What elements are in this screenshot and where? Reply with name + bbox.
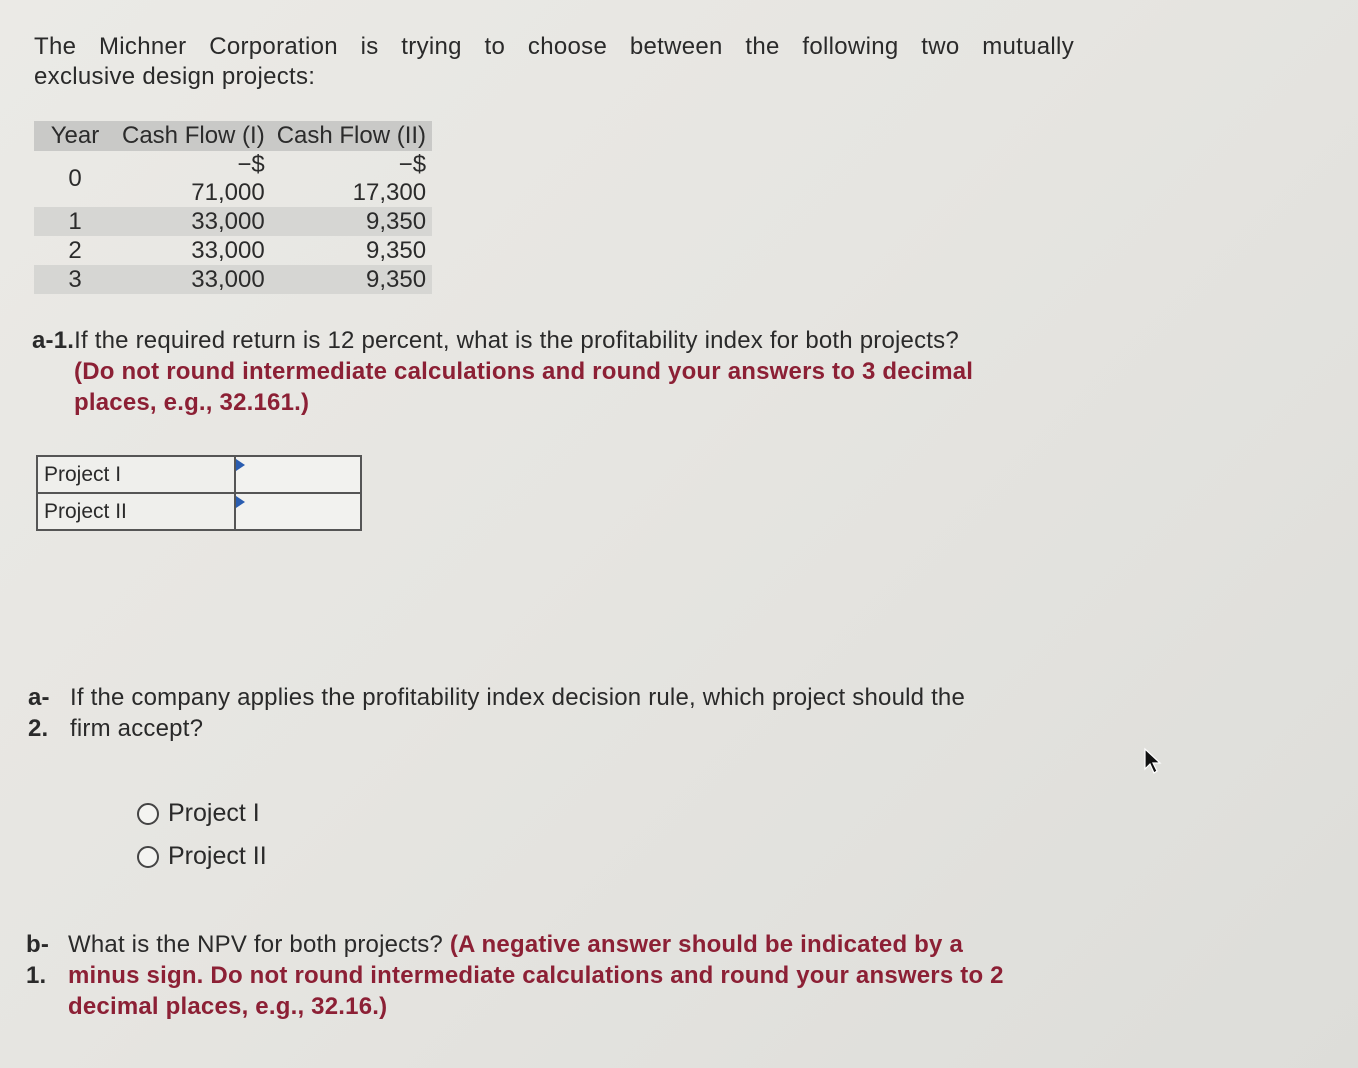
question-a2-label-1: a- [28, 684, 50, 711]
answer-row-project-1 [37, 456, 361, 493]
cash-flow-header-row [34, 121, 432, 151]
answer-label-project-1: Project I [37, 456, 235, 493]
radio-label-project-2: Project II [168, 842, 267, 870]
question-a2-text-2: firm accept? [70, 715, 204, 742]
question-b1-label-1: b- [26, 931, 50, 958]
question-a1-label: a-1. [32, 327, 75, 354]
input-flag-icon [236, 459, 245, 471]
mouse-cursor-icon [1143, 747, 1163, 775]
cf1-sign: −$ [237, 151, 265, 178]
intro-line-1: The Michner Corporation is trying to choose between the following two mutually [34, 33, 1074, 60]
radio-circle-icon[interactable] [137, 803, 159, 825]
question-a1-instruction-2: places, e.g., 32.161.) [74, 389, 310, 416]
answer-label-project-2: Project II [37, 493, 235, 530]
year-cell: 2 [68, 236, 82, 264]
header-cash-flow-2: Cash Flow (II) [271, 121, 432, 151]
header-cash-flow-1: Cash Flow (I) [116, 121, 271, 151]
question-b1-line-3 [26, 991, 1096, 1022]
answer-row-project-2 [37, 493, 361, 530]
question-b1-instruction-3: decimal places, e.g., 32.16.) [68, 993, 388, 1020]
pi-input-project-1[interactable] [236, 457, 360, 492]
cf1-value: 33,000 [191, 236, 265, 264]
year-cell: 0 [68, 165, 82, 192]
cf2-value: 9,350 [271, 265, 432, 294]
table-row-year-0 [34, 151, 432, 207]
cf2-sign: −$ [398, 151, 427, 178]
profitability-index-answer-table [36, 455, 362, 531]
cash-flow-table [34, 121, 432, 294]
table-row-year-2 [34, 236, 432, 265]
radio-label-project-1: Project I [168, 799, 260, 827]
question-a2-line-2 [28, 713, 1088, 744]
question-a1-text: If the required return is 12 percent, what is the profitability index for both projects? [74, 327, 959, 354]
cf2-value: 9,350 [365, 236, 427, 264]
question-a2-text-1: If the company applies the profitability index decision rule, which project should the [70, 684, 966, 711]
table-row-year-1 [34, 207, 432, 236]
question-a1-instruction-1: (Do not round intermediate calculations and round your answers to 3 decimal [74, 358, 974, 385]
question-a2-line-1 [28, 682, 1088, 713]
question-b1-line-1 [26, 929, 1096, 960]
intro-text [34, 32, 1074, 92]
question-a2 [28, 682, 1088, 744]
answer-cell-project-2 [235, 493, 361, 530]
question-b1-line-2 [26, 960, 1096, 991]
radio-option-project-1[interactable] [137, 799, 260, 828]
question-a2-label-2: 2. [28, 715, 49, 742]
question-b1-label-2: 1. [26, 962, 47, 989]
cf2-cell [271, 151, 432, 207]
cf1-value: 33,000 [116, 265, 271, 294]
header-year: Year [34, 121, 116, 151]
cf1-cell [116, 151, 271, 207]
cf2-value: 17,300 [352, 179, 427, 206]
table-row-year-3 [34, 265, 432, 294]
answer-cell-project-1 [235, 456, 361, 493]
cf1-value: 33,000 [116, 207, 271, 236]
question-b1-instruction-2: minus sign. Do not round intermediate calculations and round your answers to 2 [68, 962, 1004, 989]
pi-input-project-2[interactable] [236, 494, 360, 529]
question-b1-instruction-1: (A negative answer should be indicated by a [449, 931, 964, 958]
year-cell: 1 [34, 207, 116, 236]
cf1-value: 71,000 [191, 179, 265, 206]
radio-option-project-2[interactable] [137, 842, 267, 871]
question-b1-text: What is the NPV for both projects? [68, 931, 443, 958]
intro-line-2: exclusive design projects: [34, 63, 316, 90]
radio-circle-icon[interactable] [137, 846, 159, 868]
year-cell: 3 [34, 265, 116, 294]
input-flag-icon [236, 496, 245, 508]
question-a1 [32, 325, 1072, 418]
question-b1 [26, 929, 1096, 1022]
cf2-value: 9,350 [271, 207, 432, 236]
